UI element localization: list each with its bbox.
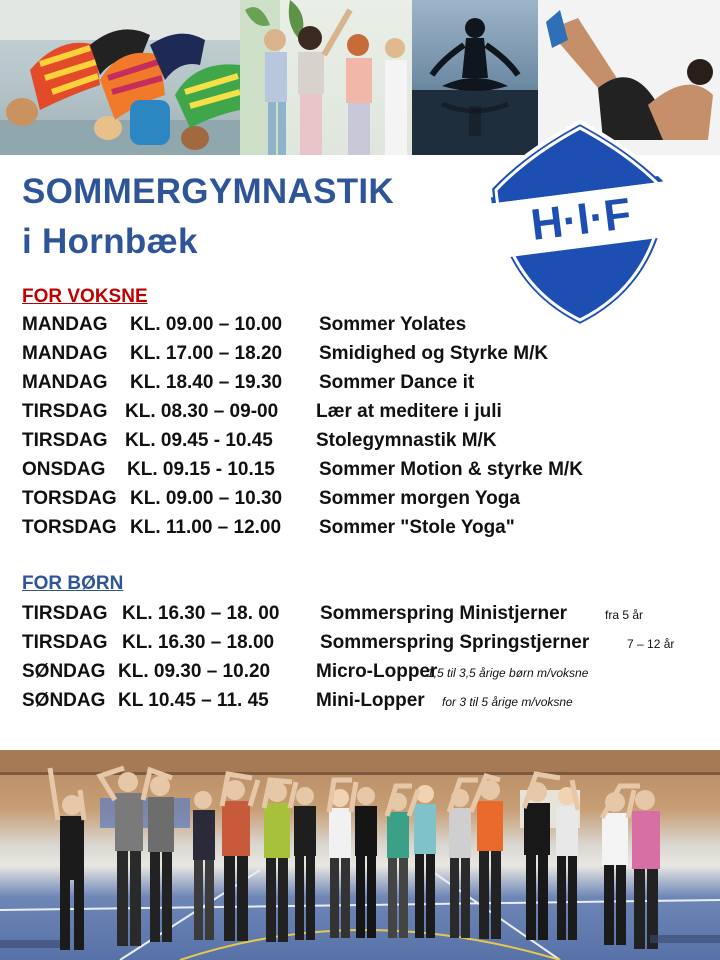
row-activity: Sommer Motion & styrke M/K — [319, 459, 583, 480]
row-time: KL. 09.00 – 10.30 — [130, 488, 283, 509]
photo-kids-gymnastics — [0, 0, 240, 155]
row-activity: Lær at meditere i juli — [316, 401, 502, 422]
row-day: TIRSDAG — [22, 632, 108, 653]
row-note: for 3 til 5 årige m/voksne — [442, 695, 573, 709]
row-day: TORSDAG — [22, 517, 117, 538]
row-day: TIRSDAG — [22, 401, 108, 422]
row-activity: Sommerspring Springstjerner — [320, 632, 590, 653]
row-time: KL. 08.30 – 09-00 — [125, 401, 279, 422]
row-time: KL. 09.15 - 10.15 — [127, 459, 275, 480]
row-activity: Sommerspring Ministjerner — [320, 603, 568, 624]
row-time: KL. 18.40 – 19.30 — [130, 372, 283, 393]
row-time: KL. 09.45 - 10.45 — [125, 430, 273, 451]
row-day: TIRSDAG — [22, 430, 108, 451]
row-time: KL. 11.00 – 12.00 — [130, 517, 282, 538]
row-day: SØNDAG — [22, 661, 106, 682]
row-day: ONSDAG — [22, 459, 106, 480]
hif-shield-logo — [486, 118, 674, 330]
logo-text: H·I·F — [528, 189, 634, 250]
row-activity: Sommer Dance it — [319, 372, 475, 393]
row-time: KL. 17.00 – 18.20 — [130, 343, 283, 364]
row-day: MANDAG — [22, 314, 108, 335]
row-day: MANDAG — [22, 343, 108, 364]
row-activity: Stolegymnastik M/K — [316, 430, 497, 451]
row-note: 7 – 12 år — [627, 637, 675, 651]
section-heading-adults: FOR VOKSNE — [22, 286, 148, 307]
row-time: KL. 09.00 – 10.00 — [130, 314, 283, 335]
row-day: MANDAG — [22, 372, 108, 393]
row-activity: Sommer "Stole Yoga" — [319, 517, 515, 538]
row-time: KL. 16.30 – 18. 00 — [122, 603, 280, 624]
page-subtitle: i Hornbæk — [22, 222, 198, 261]
row-activity: Mini-Lopper — [316, 690, 425, 711]
row-activity: Sommer Yolates — [319, 314, 467, 335]
row-note: fra 5 år — [605, 608, 644, 622]
row-note: 1,5 til 3,5 årige børn m/voksne — [427, 666, 589, 680]
row-time: KL. 09.30 – 10.20 — [118, 661, 271, 682]
row-day: SØNDAG — [22, 690, 106, 711]
row-day: TORSDAG — [22, 488, 117, 509]
row-activity: Micro-Lopper — [316, 661, 438, 682]
row-time: KL 10.45 – 11. 45 — [118, 690, 269, 711]
row-time: KL. 16.30 – 18.00 — [122, 632, 275, 653]
page-title: SOMMERGYMNASTIK — [22, 172, 394, 211]
row-activity: Smidighed og Styrke M/K — [319, 343, 549, 364]
section-heading-kids: FOR BØRN — [22, 573, 124, 594]
group-photo — [0, 750, 720, 960]
row-activity: Sommer morgen Yoga — [319, 488, 520, 509]
photo-dance-group — [240, 0, 412, 155]
row-day: TIRSDAG — [22, 603, 108, 624]
